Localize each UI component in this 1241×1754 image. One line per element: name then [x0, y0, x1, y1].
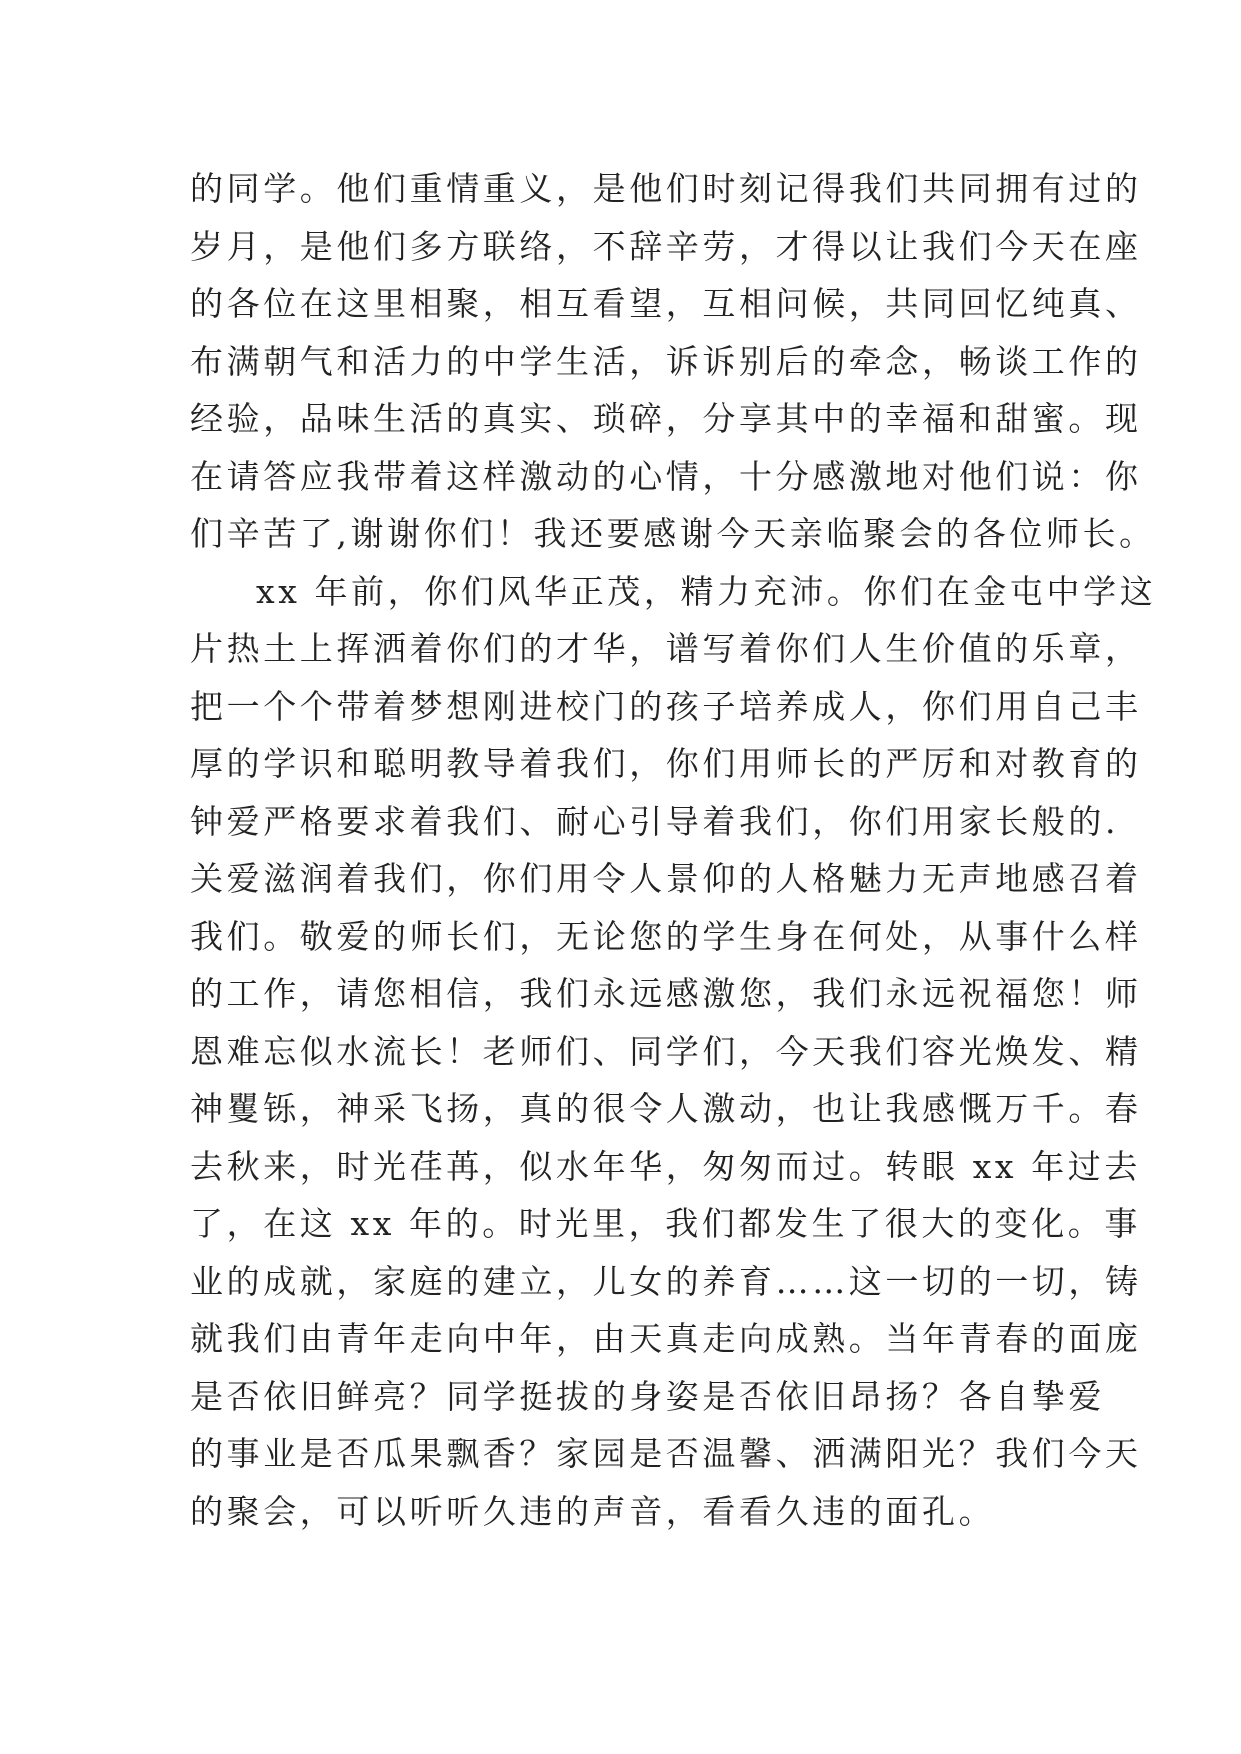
text-line: 了，在这 xx 年的。时光里，我们都发生了很大的变化。事 [190, 1204, 1142, 1243]
text-line: 厚的学识和聪明教导着我们，你们用师长的严厉和对教育的 [190, 744, 1142, 783]
text-line: 经验，品味生活的真实、琐碎，分享其中的幸福和甜蜜。现 [190, 399, 1142, 438]
text-line: 们辛苦了,谢谢你们！我还要感谢今天亲临聚会的各位师长。 [190, 514, 1156, 553]
text-line: 我们。敬爱的师长们，无论您的学生身在何处，从事什么样 [190, 916, 1142, 956]
paragraph-start-line: xx 年前，你们风华正茂，精力充沛。你们在金屯中学这 [256, 571, 1157, 611]
text-line: 关爱滋润着我们，你们用令人景仰的人格魅力无声地感召着 [190, 859, 1142, 898]
text-line: 片热土上挥洒着你们的才华，谱写着你们人生价值的乐章， [190, 629, 1142, 668]
body-text [190, 160, 1157, 1540]
text-line: 恩难忘似水流长！老师们、同学们，今天我们容光焕发、精 [190, 1031, 1142, 1071]
text-line: 在请答应我带着这样激动的心情，十分感激地对他们说：你 [190, 456, 1142, 496]
text-line: 业的成就，家庭的建立，儿女的养育……这一切的一切，铸 [190, 1261, 1142, 1301]
text-line: 岁月，是他们多方联络，不辞辛劳，才得以让我们今天在座 [190, 226, 1142, 266]
text-line: 神矍铄，神采飞扬，真的很令人激动，也让我感慨万千。春 [190, 1089, 1142, 1128]
text-line: 的工作，请您相信，我们永远感激您，我们永远祝福您！师 [190, 974, 1142, 1013]
text-line: 是否依旧鲜亮？同学挺拔的身姿是否依旧昂扬？各自挚爱 [190, 1376, 1105, 1416]
text-line: 把一个个带着梦想刚进校门的孩子培养成人，你们用自己丰 [190, 686, 1142, 726]
text-line: 钟爱严格要求着我们、耐心引导着我们，你们用家长般的. [190, 801, 1120, 841]
text-line: 去秋来，时光荏苒，似水年华，匆匆而过。转眼 xx 年过去 [190, 1146, 1142, 1186]
text-line: 布满朝气和活力的中学生活，诉诉别后的牵念，畅谈工作的 [190, 341, 1142, 381]
text-line: 的聚会，可以听听久违的声音，看看久违的面孔。 [190, 1491, 996, 1531]
text-line: 的事业是否瓜果飘香？家园是否温馨、洒满阳光？我们今天 [190, 1434, 1142, 1473]
text-line: 的同学。他们重情重义，是他们时刻记得我们共同拥有过的 [190, 169, 1142, 208]
text-line: 就我们由青年走向中年，由天真走向成熟。当年青春的面庞 [190, 1319, 1142, 1358]
text-line: 的各位在这里相聚，相互看望，互相问候，共同回忆纯真、 [190, 284, 1142, 323]
